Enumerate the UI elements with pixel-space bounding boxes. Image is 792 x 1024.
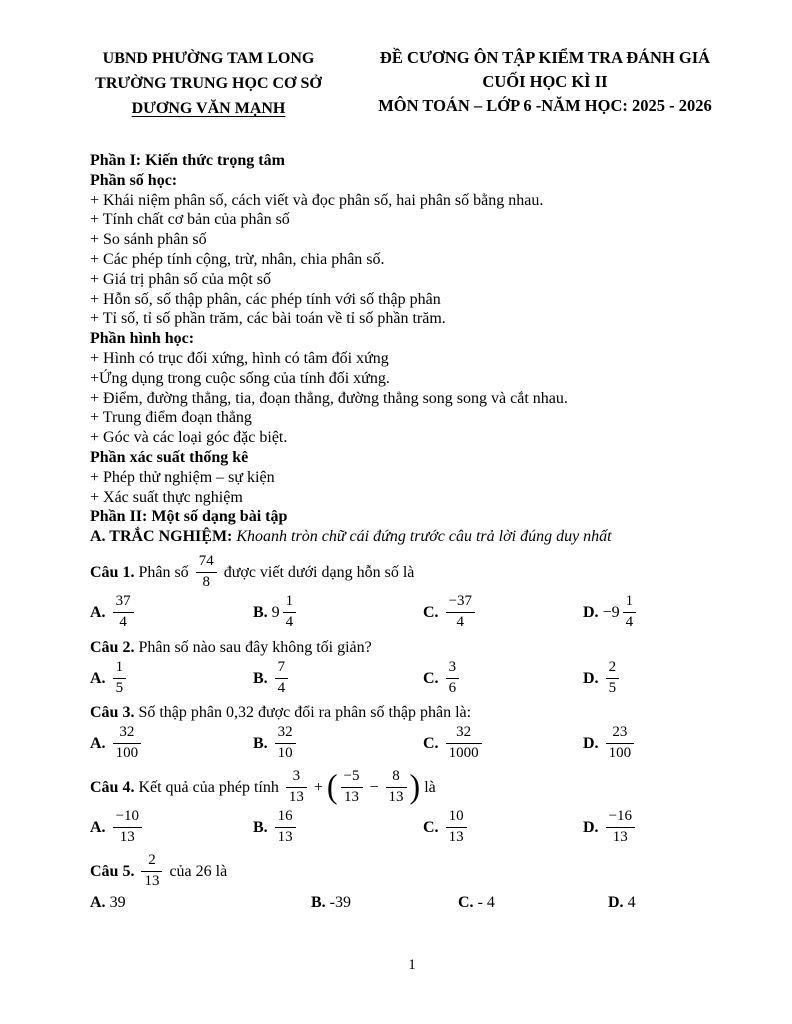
question <box>90 552 734 632</box>
document-title-line2: CUỐI HỌC KÌ II <box>482 72 608 91</box>
fraction <box>113 594 134 631</box>
fraction-denominator: 4 <box>277 679 286 696</box>
option-c <box>423 595 583 632</box>
fraction-numerator: 74 <box>196 554 217 573</box>
fraction-numerator: 32 <box>275 725 296 744</box>
option-key: C. <box>423 735 443 753</box>
options-row <box>90 658 734 698</box>
fraction-denominator: 13 <box>288 788 304 805</box>
fraction <box>113 809 142 846</box>
option-key: A. <box>90 819 110 837</box>
question-label: Câu 3. <box>90 704 139 722</box>
outline-line: Phần xác suất thống kê <box>90 448 249 466</box>
option-key: B. <box>311 894 330 912</box>
question-label: Câu 2. <box>90 638 139 656</box>
option-key: A. <box>90 894 110 912</box>
fraction-numerator: 3 <box>286 769 307 788</box>
option-d: D. 4 <box>608 894 636 912</box>
option-d <box>583 726 734 763</box>
outline-line: +Ứng dụng trong cuộc sống của tính đối xứng. <box>90 369 390 387</box>
fraction <box>113 725 142 762</box>
fraction-denominator: 5 <box>608 679 617 696</box>
question-stem: Câu 4. Kết quả của phép tính $\frac{3}{13}$ + ( $\frac{-5}{13}$ − $\frac{8}{13}$ ) là <box>90 766 436 805</box>
question-stem: Câu 1. Phân số $\frac{74}{8}$ được viết dưới dạng hỗn số là <box>90 552 415 590</box>
option-key: C. <box>423 819 443 837</box>
header-school-name: DƯƠNG VĂN MẠNH <box>131 100 286 117</box>
fraction-denominator: 5 <box>115 679 124 696</box>
options-row <box>90 595 734 632</box>
option-d <box>583 658 734 698</box>
fraction-denominator: 4 <box>456 614 465 631</box>
question-stem: Câu 2. Phân số nào sau đây không tối giản? <box>90 638 372 656</box>
fraction <box>286 769 307 806</box>
outline-line: + Giá trị phân số của một số <box>90 270 271 288</box>
fraction-denominator: 1000 <box>448 745 479 762</box>
outline-line: Phần I: Kiến thức trọng tâm <box>90 152 285 169</box>
fraction-denominator: 100 <box>608 745 632 762</box>
options-row <box>90 894 734 912</box>
fraction <box>446 725 482 762</box>
fraction <box>446 594 475 631</box>
fraction-numerator: 1 <box>283 594 297 613</box>
fraction <box>446 660 460 697</box>
header-school-block <box>90 46 327 121</box>
question <box>90 639 734 698</box>
option-c <box>423 658 583 698</box>
option-key: D. <box>583 604 603 622</box>
fraction <box>606 660 620 697</box>
fraction-numerator: 2 <box>606 660 620 679</box>
fraction-numerator: −5 <box>341 769 363 788</box>
fraction-numerator: 8 <box>386 769 407 788</box>
option-key: D. <box>583 819 603 837</box>
parenthesis: ) <box>409 766 421 805</box>
fraction-numerator: 16 <box>275 809 296 828</box>
fraction-numerator: 1 <box>113 660 127 679</box>
document-title-line1: ĐỀ CƯƠNG ÔN TẬP KIỂM TRA ĐÁNH GIÁ <box>379 48 711 67</box>
fraction-numerator: −37 <box>446 594 475 613</box>
fraction-numerator: −16 <box>606 809 635 828</box>
fraction-numerator: 32 <box>446 725 482 744</box>
question <box>90 704 734 763</box>
question-stem: Câu 5. $\frac{2}{13}$ của 26 là <box>90 851 228 889</box>
fraction-numerator: 7 <box>275 660 289 679</box>
outline-line: + Trung điểm đoạn thẳng <box>90 409 252 427</box>
fraction-denominator: 6 <box>448 679 457 696</box>
fraction <box>275 809 296 846</box>
option-key: D. <box>583 669 603 687</box>
fraction-denominator: 13 <box>144 872 160 889</box>
option-b: B. 9 $\frac{1}{4}$ <box>253 595 423 632</box>
outline-line: + Tỉ số, tỉ số phần trăm, các bài toán về tỉ số phần trăm. <box>90 310 446 328</box>
option-key: B. <box>253 669 272 687</box>
fraction-denominator: 13 <box>119 829 135 846</box>
fraction-denominator: 13 <box>277 829 293 846</box>
document-subject-line: MÔN TOÁN – LỚP 6 -NĂM HỌC: 2025 - 2026 <box>378 96 712 115</box>
option-a <box>90 726 253 763</box>
option-d <box>583 810 734 847</box>
header-school-type: TRƯỜNG TRUNG HỌC CƠ SỞ <box>95 75 322 92</box>
question-label: Câu 1. <box>90 563 139 581</box>
section-label: A. TRẮC NGHIỆM: <box>90 528 237 546</box>
question-label: Câu 4. <box>90 778 139 796</box>
option-key: C. <box>423 604 443 622</box>
option-a <box>90 658 253 698</box>
option-b <box>253 658 423 698</box>
outline-line: + Phép thử nghiệm – sự kiện <box>90 468 275 486</box>
option-key: A. <box>90 669 110 687</box>
option-c <box>423 810 583 847</box>
option-key: A. <box>90 604 110 622</box>
option-b <box>253 810 423 847</box>
question-label: Câu 5. <box>90 862 139 880</box>
fraction-numerator: 1 <box>623 594 637 613</box>
question-stem: Câu 3. Số thập phân 0,32 được đổi ra phân số thập phân là: <box>90 704 472 722</box>
parenthesis: ( <box>326 766 338 805</box>
outline-line: + Khái niệm phân số, cách viết và đọc phân số, hai phân số bằng nhau. <box>90 191 544 209</box>
outline-line: + So sánh phân số <box>90 231 207 249</box>
option-a <box>90 810 253 847</box>
outline-line: + Xác suất thực nghiệm <box>90 488 243 506</box>
fraction <box>275 660 289 697</box>
fraction-numerator: 23 <box>606 725 635 744</box>
questions-section <box>90 552 734 913</box>
outline-line: + Góc và các loại góc đặc biệt. <box>90 429 288 447</box>
outline-line: + Các phép tính cộng, trừ, nhân, chia phân số. <box>90 250 385 268</box>
option-key: B. <box>253 604 272 622</box>
section-instruction: Khoanh tròn chữ cái đứng trước câu trả lời đúng duy nhất <box>236 528 612 546</box>
content-outline <box>90 151 734 547</box>
option-b: B. -39 <box>311 894 351 912</box>
fraction <box>141 853 162 890</box>
fraction <box>623 594 637 631</box>
question <box>90 766 734 847</box>
fraction-denominator: 4 <box>119 614 127 631</box>
option-c <box>423 726 583 763</box>
option-a <box>90 595 253 632</box>
option-key: D. <box>583 735 603 753</box>
fraction-numerator: 2 <box>141 853 162 872</box>
fraction-denominator: 8 <box>202 573 210 590</box>
fraction-denominator: 13 <box>388 788 404 805</box>
outline-line: + Tính chất cơ bản của phân số <box>90 211 290 229</box>
outline-line: Phần số học: <box>90 171 178 189</box>
outline-line: Phần II: Một số dạng bài tập <box>90 508 288 526</box>
header-title-block <box>356 46 734 118</box>
options-row <box>90 726 734 763</box>
fraction <box>113 660 127 697</box>
options-row <box>90 810 734 847</box>
fraction-denominator: 4 <box>625 614 634 631</box>
fraction <box>275 725 296 762</box>
option-b <box>253 726 423 763</box>
fraction-denominator: 4 <box>285 614 294 631</box>
outline-line: + Hỗn số, số thập phân, các phép tính với số thập phân <box>90 290 441 308</box>
option-d: D. −9 $\frac{1}{4}$ <box>583 595 734 632</box>
option-key: C. <box>423 669 443 687</box>
option-a: A. 39 <box>90 894 126 912</box>
outline-line <box>90 527 734 547</box>
header-authority: UBND PHƯỜNG TAM LONG <box>102 50 315 67</box>
fraction <box>196 554 217 591</box>
fraction <box>446 809 467 846</box>
fraction-numerator: 32 <box>113 725 142 744</box>
outline-line: + Điểm, đường thẳng, tia, đoạn thẳng, đường thẳng song song và cắt nhau. <box>90 389 568 407</box>
fraction-numerator: 37 <box>113 594 134 613</box>
fraction <box>606 809 635 846</box>
option-key: D. <box>608 894 628 912</box>
fraction-denominator: 13 <box>344 788 360 805</box>
fraction-denominator: 10 <box>277 745 293 762</box>
fraction-denominator: 100 <box>115 745 139 762</box>
fraction-denominator: 13 <box>448 829 464 846</box>
fraction-denominator: 13 <box>612 829 628 846</box>
outline-line: Phần hình học: <box>90 330 195 348</box>
fraction-numerator: −10 <box>113 809 142 828</box>
fraction-numerator: 3 <box>446 660 460 679</box>
fraction <box>283 594 297 631</box>
question <box>90 851 734 913</box>
option-key: B. <box>253 735 272 753</box>
outline-line: + Hình có trục đối xứng, hình có tâm đối xứng <box>90 349 389 367</box>
fraction <box>386 769 407 806</box>
page-number: 1 <box>408 957 416 973</box>
option-key: C. <box>458 894 478 912</box>
document-header <box>90 46 734 121</box>
option-key: B. <box>253 819 272 837</box>
fraction <box>341 769 363 806</box>
fraction-numerator: 10 <box>446 809 467 828</box>
option-key: A. <box>90 735 110 753</box>
option-c: C. - 4 <box>458 894 495 912</box>
fraction <box>606 725 635 762</box>
